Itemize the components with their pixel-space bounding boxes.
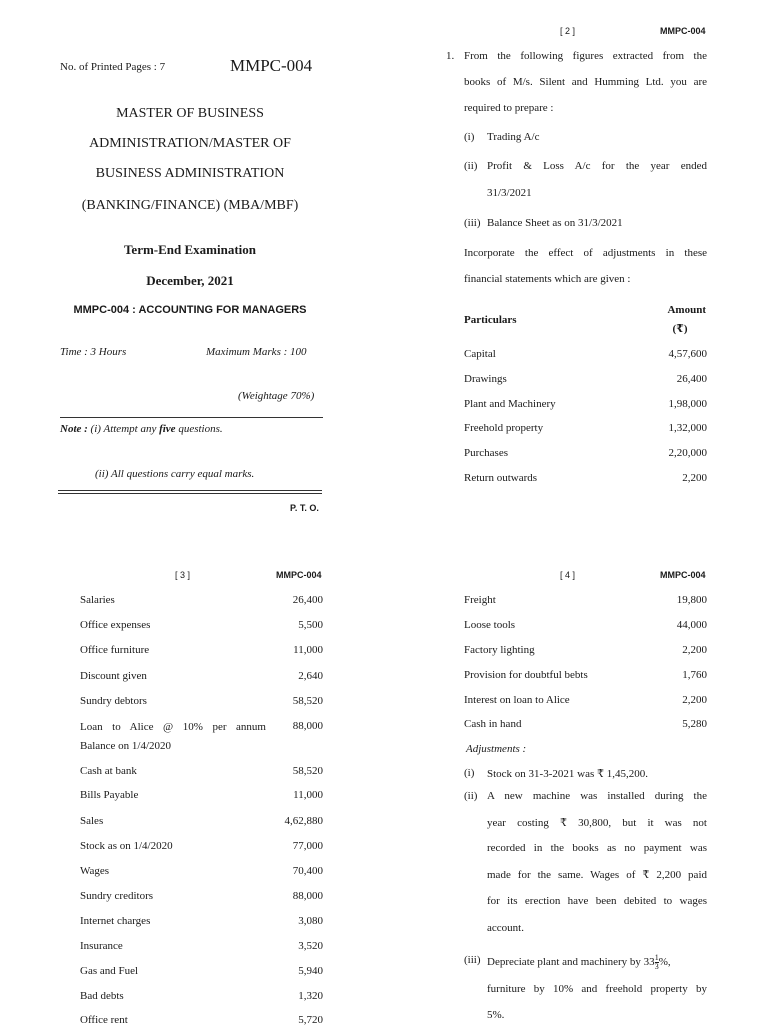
table-row-label: Balance on 1/4/2020 bbox=[80, 740, 172, 752]
question-line-1: From the following figures extracted from the bbox=[464, 50, 707, 62]
table-head-currency: (₹) bbox=[672, 323, 688, 335]
adjustment-2-line: year costing ₹ 30,800, but it was not bbox=[487, 817, 707, 829]
item-3-num: (iii) bbox=[464, 217, 481, 229]
table-row-amount: 58,520 bbox=[292, 695, 323, 707]
note-1-bold: five bbox=[159, 423, 176, 435]
page-number: [ 3 ] bbox=[175, 570, 191, 580]
note-line-2: (ii) All questions carry equal marks. bbox=[95, 468, 255, 480]
table-row-label: Interest on loan to Alice bbox=[464, 694, 570, 706]
adjustment-3-line: 5%. bbox=[487, 1009, 505, 1021]
question-line-3: required to prepare : bbox=[464, 102, 554, 114]
page-code: MMPC-004 bbox=[660, 26, 706, 36]
table-row-amount: 1,320 bbox=[298, 990, 323, 1002]
weightage: (Weightage 70%) bbox=[238, 390, 315, 402]
table-row-amount: 2,20,000 bbox=[668, 447, 707, 459]
table-row-amount: 44,000 bbox=[676, 619, 707, 631]
pto: P. T. O. bbox=[290, 503, 319, 513]
double-rule-bottom bbox=[58, 493, 322, 494]
note-1-prefix: (i) Attempt any bbox=[90, 423, 160, 435]
table-row-amount: 3,080 bbox=[298, 915, 323, 927]
table-row-label: Purchases bbox=[464, 447, 508, 459]
item-1-num: (i) bbox=[464, 131, 475, 143]
table-row-label: Gas and Fuel bbox=[80, 965, 139, 977]
table-row-amount: 88,000 bbox=[292, 720, 323, 732]
adjustment-3-num: (iii) bbox=[464, 954, 481, 966]
table-row-label: Discount given bbox=[80, 670, 147, 682]
adjustments-title: Adjustments : bbox=[466, 743, 527, 755]
table-row-label: Loose tools bbox=[464, 619, 516, 631]
fraction-numerator: 1 bbox=[654, 953, 659, 962]
question-number: 1. bbox=[446, 50, 455, 62]
table-row-label: Bills Payable bbox=[80, 789, 139, 801]
table-head-amount: Amount bbox=[667, 304, 706, 316]
table-row-label: Salaries bbox=[80, 594, 115, 606]
table-row-amount: 3,520 bbox=[298, 940, 323, 952]
incorporate-line-1: Incorporate the effect of adjustments in these bbox=[464, 247, 707, 259]
adjustment-3-prefix: Depreciate plant and machinery by 33 bbox=[487, 956, 655, 969]
exam-session: December, 2021 bbox=[146, 273, 234, 288]
table-row-label: Bad debts bbox=[80, 990, 124, 1002]
table-row-label: Sales bbox=[80, 815, 104, 827]
table-row-amount: 70,400 bbox=[292, 865, 323, 877]
paper-code: MMPC-004 bbox=[230, 56, 313, 75]
table-row-label: Freehold property bbox=[464, 422, 544, 434]
double-rule-top bbox=[58, 490, 322, 491]
table-row-label: Provision for doubtful bebts bbox=[464, 669, 588, 681]
time-allowed: Time : 3 Hours bbox=[60, 346, 127, 358]
max-marks: Maximum Marks : 100 bbox=[206, 346, 307, 358]
table-row-label: Office furniture bbox=[80, 644, 150, 656]
table-row-label: Office rent bbox=[80, 1014, 128, 1026]
title-line-1: MASTER OF BUSINESS bbox=[116, 106, 264, 121]
table-row-amount: 2,200 bbox=[682, 472, 707, 484]
table-row-label: Loan to Alice @ 10% per annum bbox=[80, 721, 266, 733]
title-line-3: BUSINESS ADMINISTRATION bbox=[95, 166, 285, 181]
page-number: [ 2 ] bbox=[560, 26, 576, 36]
item-2-num: (ii) bbox=[464, 160, 478, 172]
item-1-text: Trading A/c bbox=[487, 131, 540, 143]
table-row-amount: 4,57,600 bbox=[668, 348, 707, 360]
note-1-suffix: questions. bbox=[175, 423, 223, 435]
table-row-amount: 5,720 bbox=[298, 1014, 323, 1026]
item-2-cont: 31/3/2021 bbox=[487, 187, 532, 199]
table-row-amount: 11,000 bbox=[293, 644, 323, 656]
table-row-amount: 5,500 bbox=[298, 619, 323, 631]
printed-pages: No. of Printed Pages : 7 bbox=[60, 61, 166, 73]
table-row-label: Drawings bbox=[464, 373, 507, 385]
exam-title: Term-End Examination bbox=[123, 242, 257, 257]
page-code: MMPC-004 bbox=[660, 570, 706, 580]
table-row-label: Capital bbox=[464, 348, 496, 360]
table-row-label: Cash at bank bbox=[80, 765, 137, 777]
table-head-particulars: Particulars bbox=[464, 314, 517, 326]
table-row-label: Wages bbox=[80, 865, 110, 877]
adjustment-2-line: for its erection have been debited to wages bbox=[487, 895, 707, 907]
paper-title: MMPC-004 : ACCOUNTING FOR MANAGERS bbox=[73, 304, 307, 316]
adjustment-1-text: Stock on 31-3-2021 was ₹ 1,45,200. bbox=[487, 768, 648, 780]
question-line-2: books of M/s. Silent and Humming Ltd. you are bbox=[464, 76, 707, 88]
page-number: [ 4 ] bbox=[560, 570, 576, 580]
table-row-label: Insurance bbox=[80, 940, 123, 952]
fraction-denominator: 3 bbox=[654, 962, 659, 971]
table-row-amount: 11,000 bbox=[293, 789, 323, 801]
table-row-amount: 26,400 bbox=[676, 373, 707, 385]
table-row-amount: 88,000 bbox=[292, 890, 323, 902]
table-row-amount: 1,32,000 bbox=[668, 422, 707, 434]
adjustment-2-line: made for the same. Wages of ₹ 2,200 paid bbox=[487, 869, 707, 881]
table-row-label: Factory lighting bbox=[464, 644, 535, 656]
table-row-label: Plant and Machinery bbox=[464, 398, 556, 410]
title-line-4: (BANKING/FINANCE) (MBA/MBF) bbox=[81, 198, 299, 213]
table-row-amount: 5,940 bbox=[298, 965, 323, 977]
table-row-amount: 2,200 bbox=[682, 694, 707, 706]
table-row-amount: 26,400 bbox=[292, 594, 323, 606]
table-row-amount: 5,280 bbox=[682, 718, 707, 730]
table-row-label: Freight bbox=[464, 594, 496, 606]
adjustment-1-num: (i) bbox=[464, 767, 475, 779]
table-row-label: Office expenses bbox=[80, 619, 151, 631]
title-line-2: ADMINISTRATION/MASTER OF bbox=[89, 136, 291, 151]
table-row-label: Sundry debtors bbox=[80, 695, 147, 707]
adjustment-2-line: A new machine was installed during the bbox=[487, 790, 707, 802]
adjustment-2-line: account. bbox=[487, 922, 524, 934]
table-row-label: Sundry creditors bbox=[80, 890, 154, 902]
table-row-amount: 4,62,880 bbox=[284, 815, 323, 827]
adjustment-2-line: recorded in the books as no payment was bbox=[487, 842, 707, 854]
table-row-label: Internet charges bbox=[80, 915, 151, 927]
item-2-text: Profit & Loss A/c for the year ended bbox=[487, 160, 707, 172]
table-row-amount: 77,000 bbox=[292, 840, 323, 852]
adjustment-3-suffix: %, bbox=[658, 956, 671, 969]
adjustment-3-line: furniture by 10% and freehold property by bbox=[487, 983, 707, 995]
divider bbox=[60, 417, 323, 418]
adjustment-2-num: (ii) bbox=[464, 790, 478, 802]
table-row-label: Stock as on 1/4/2020 bbox=[80, 840, 173, 852]
table-row-amount: 19,800 bbox=[676, 594, 707, 606]
table-row-amount: 2,640 bbox=[298, 670, 323, 682]
table-row-label: Cash in hand bbox=[464, 718, 522, 730]
table-row-amount: 58,520 bbox=[292, 765, 323, 777]
table-row-amount: 1,98,000 bbox=[668, 398, 707, 410]
note-line-1 bbox=[60, 423, 223, 435]
page-code: MMPC-004 bbox=[276, 570, 322, 580]
incorporate-line-2: financial statements which are given : bbox=[464, 273, 631, 285]
adjustment-3-first-line bbox=[487, 954, 671, 971]
item-3-text: Balance Sheet as on 31/3/2021 bbox=[487, 217, 623, 229]
table-row-amount: 1,760 bbox=[682, 669, 707, 681]
table-row-label: Return outwards bbox=[464, 472, 538, 484]
note-label: Note : bbox=[60, 423, 88, 435]
table-row-amount: 2,200 bbox=[682, 644, 707, 656]
